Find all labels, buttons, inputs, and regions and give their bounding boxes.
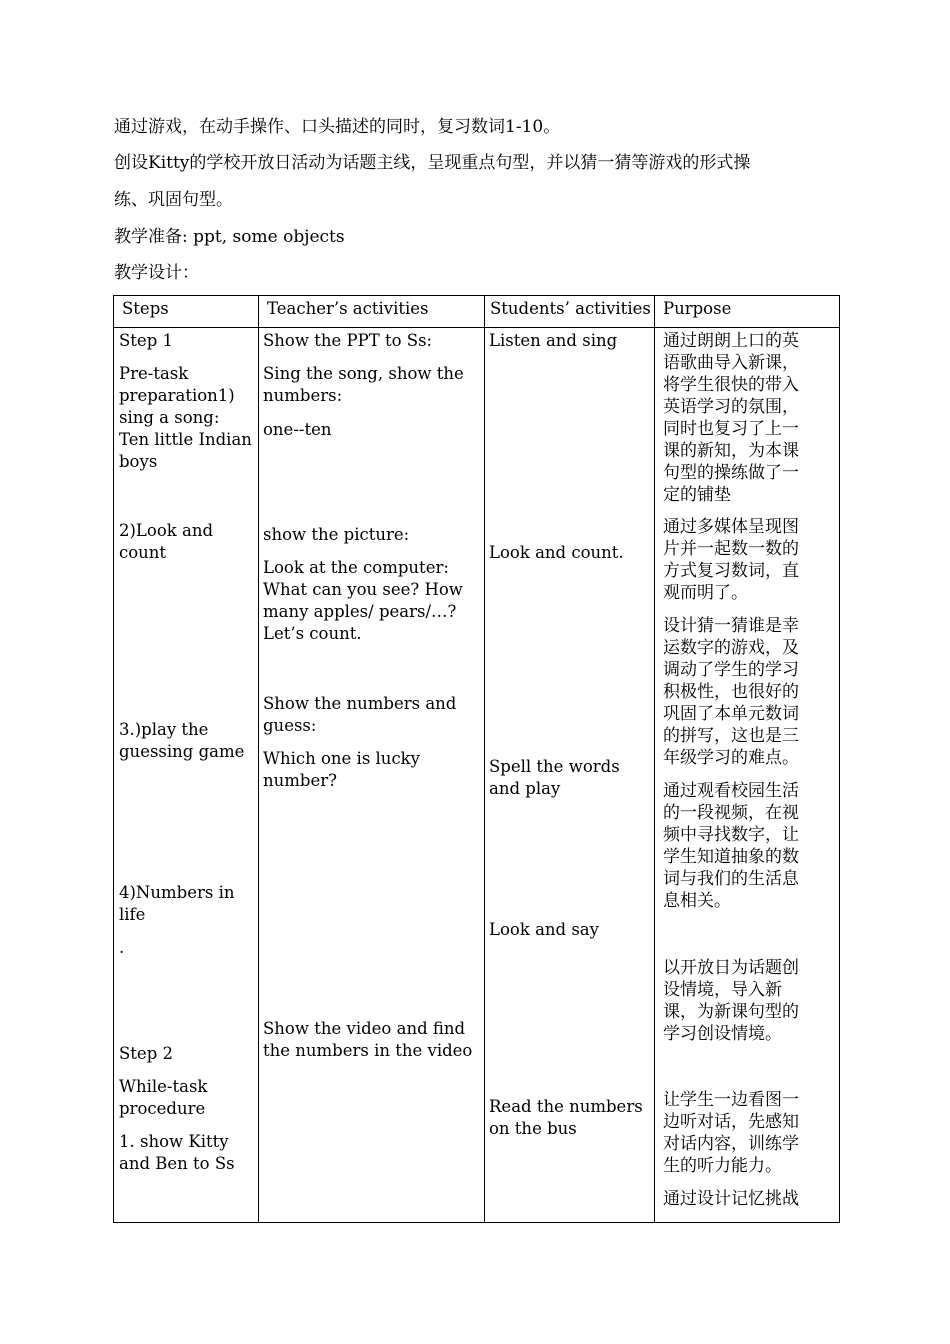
purpose-cell-line: 片并一起数一数的 bbox=[663, 539, 799, 559]
students-cell-line: Listen and sing bbox=[489, 331, 618, 350]
purpose-cell-line: 学习创设情境。 bbox=[663, 1024, 782, 1044]
purpose-cell-line: 将学生很快的带入 bbox=[663, 375, 799, 395]
steps-cell-line: count bbox=[119, 543, 167, 562]
header-divider bbox=[114, 327, 839, 328]
steps-cell-line: 2)Look and bbox=[119, 521, 214, 540]
teacher-cell-line: Show the numbers and bbox=[263, 694, 457, 713]
paragraph-3: 练、巩固句型。 bbox=[114, 190, 233, 210]
purpose-cell-line: 频中寻找数字，让 bbox=[663, 825, 799, 845]
teacher-cell-line: Which one is lucky bbox=[263, 749, 420, 768]
teacher-cell-line: number? bbox=[263, 771, 337, 790]
teacher-cell-line: many apples/ pears/…? bbox=[263, 602, 457, 621]
steps-cell-line: sing a song: bbox=[119, 408, 220, 427]
teacher-cell-line: Let’s count. bbox=[263, 624, 362, 643]
students-cell-line: Read the numbers bbox=[489, 1097, 643, 1116]
purpose-cell-line: 运数字的游戏，及 bbox=[663, 638, 799, 658]
purpose-cell-line: 学生知道抽象的数 bbox=[663, 847, 799, 867]
steps-cell-line: While-task bbox=[119, 1077, 208, 1096]
steps-cell-line: preparation1) bbox=[119, 386, 235, 405]
students-cell-line: and play bbox=[489, 779, 561, 798]
teacher-cell-line: What can you see? How bbox=[263, 580, 463, 599]
purpose-cell-line: 同时也复习了上一 bbox=[663, 419, 799, 439]
purpose-cell-line: 息相关。 bbox=[663, 891, 731, 911]
steps-cell-line: . bbox=[119, 938, 125, 957]
header-steps: Steps bbox=[122, 299, 169, 318]
steps-cell-line: 4)Numbers in bbox=[119, 883, 235, 902]
preparation-line: 教学准备: ppt, some objects bbox=[114, 227, 345, 247]
lesson-plan-table bbox=[113, 295, 840, 1223]
purpose-cell-line: 通过设计记忆挑战 bbox=[663, 1189, 799, 1209]
steps-cell-line: and Ben to Ss bbox=[119, 1154, 235, 1173]
purpose-cell-line: 年级学习的难点。 bbox=[663, 748, 799, 768]
purpose-cell-line: 英语学习的氛围， bbox=[663, 397, 799, 417]
header-purpose: Purpose bbox=[663, 299, 732, 318]
purpose-cell-line: 积极性，也很好的 bbox=[663, 682, 799, 702]
purpose-cell-line: 句型的操练做了一 bbox=[663, 463, 799, 483]
purpose-cell-line: 巩固了本单元数词 bbox=[663, 704, 799, 724]
teacher-cell-line: show the picture: bbox=[263, 525, 410, 544]
purpose-cell-line: 生的听力能力。 bbox=[663, 1156, 782, 1176]
column-divider bbox=[258, 296, 259, 1222]
teacher-cell-line: one--ten bbox=[263, 420, 332, 439]
paragraph-2: 创设Kitty的学校开放日活动为话题主线，呈现重点句型，并以猜一猜等游戏的形式操 bbox=[114, 153, 751, 173]
design-heading: 教学设计： bbox=[114, 263, 199, 283]
students-cell-line: Look and say bbox=[489, 920, 599, 939]
steps-cell-line: guessing game bbox=[119, 742, 245, 761]
purpose-cell-line: 通过多媒体呈现图 bbox=[663, 517, 799, 537]
students-cell-line: on the bus bbox=[489, 1119, 577, 1138]
paragraph-1: 通过游戏，在动手操作、口头描述的同时，复习数词1-10。 bbox=[114, 117, 561, 137]
purpose-cell-line: 边听对话，先感知 bbox=[663, 1112, 799, 1132]
steps-cell-line: life bbox=[119, 905, 146, 924]
steps-cell-line: 3.)play the bbox=[119, 720, 209, 739]
teacher-cell-line: Sing the song, show the bbox=[263, 364, 464, 383]
purpose-cell-line: 词与我们的生活息 bbox=[663, 869, 799, 889]
purpose-cell-line: 观而明了。 bbox=[663, 583, 748, 603]
purpose-cell-line: 对话内容，训练学 bbox=[663, 1134, 799, 1154]
purpose-cell-line: 的拼写，这也是三 bbox=[663, 726, 799, 746]
purpose-cell-line: 定的铺垫 bbox=[663, 485, 731, 505]
header-students-activities: Students’ activities bbox=[490, 299, 651, 318]
teacher-cell-line: the numbers in the video bbox=[263, 1041, 473, 1060]
purpose-cell-line: 方式复习数词，直 bbox=[663, 561, 799, 581]
steps-cell-line: Pre-task bbox=[119, 364, 189, 383]
steps-cell-line: Step 2 bbox=[119, 1044, 174, 1063]
steps-cell-line: procedure bbox=[119, 1099, 206, 1118]
purpose-cell-line: 通过朗朗上口的英 bbox=[663, 331, 799, 351]
purpose-cell-line: 以开放日为话题创 bbox=[663, 958, 799, 978]
students-cell-line: Look and count. bbox=[489, 543, 624, 562]
steps-cell-line: Step 1 bbox=[119, 331, 174, 350]
steps-cell-line: 1. show Kitty bbox=[119, 1132, 229, 1151]
purpose-cell-line: 调动了学生的学习 bbox=[663, 660, 799, 680]
column-divider bbox=[654, 296, 655, 1222]
purpose-cell-line: 让学生一边看图一 bbox=[663, 1090, 799, 1110]
teacher-cell-line: Look at the computer: bbox=[263, 558, 449, 577]
column-divider bbox=[484, 296, 485, 1222]
purpose-cell-line: 设情境，导入新 bbox=[663, 980, 782, 1000]
students-cell-line: Spell the words bbox=[489, 757, 620, 776]
teacher-cell-line: Show the PPT to Ss: bbox=[263, 331, 433, 350]
purpose-cell-line: 课，为新课句型的 bbox=[663, 1002, 799, 1022]
teacher-cell-line: Show the video and find bbox=[263, 1019, 466, 1038]
purpose-cell-line: 设计猜一猜谁是幸 bbox=[663, 616, 799, 636]
header-teacher-activities: Teacher’s activities bbox=[267, 299, 429, 318]
purpose-cell-line: 的一段视频，在视 bbox=[663, 803, 799, 823]
purpose-cell-line: 课的新知，为本课 bbox=[663, 441, 799, 461]
teacher-cell-line: numbers: bbox=[263, 386, 343, 405]
purpose-cell-line: 语歌曲导入新课， bbox=[663, 353, 799, 373]
teacher-cell-line: guess: bbox=[263, 716, 317, 735]
steps-cell-line: boys bbox=[119, 452, 158, 471]
purpose-cell-line: 通过观看校园生活 bbox=[663, 781, 799, 801]
steps-cell-line: Ten little Indian bbox=[119, 430, 252, 449]
